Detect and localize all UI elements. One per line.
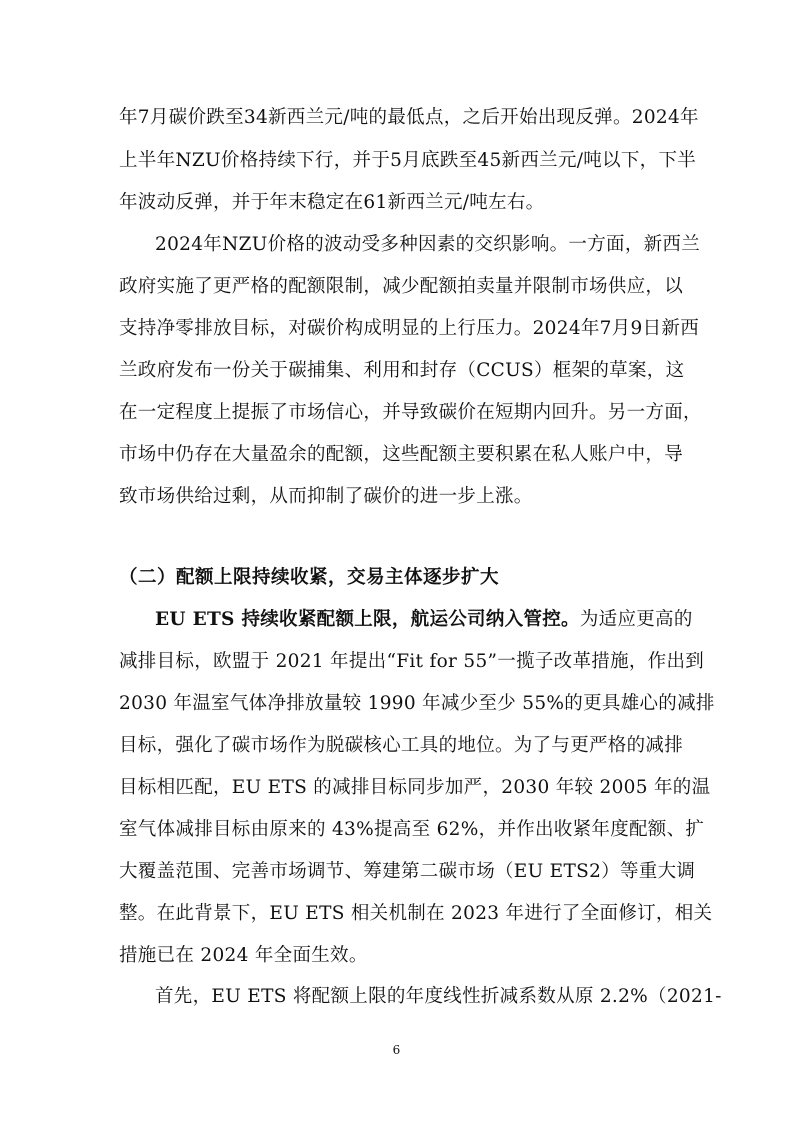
paragraph-line: 大覆盖范围、完善市场调节、筹建第二碳市场（EU ETS2）等重大调 (119, 861, 696, 882)
paragraph-line: 室气体减排目标由原来的 43%提高至 62%，并作出收紧年度配额、扩 (119, 819, 705, 840)
paragraph-line: 在一定程度上提振了市场信心，并导致碳价在短期内回升。另一方面， (119, 402, 702, 423)
section-heading: （二）配额上限持续收紧，交易主体逐步扩大 (119, 567, 500, 588)
paragraph-line: 首先，EU ETS 将配额上限的年度线性折减系数从原 2.2%（2021- (155, 986, 722, 1007)
paragraph-line: 整。在此背景下，EU ETS 相关机制在 2023 年进行了全面修订，相关 (119, 903, 713, 924)
paragraph-line: 致市场供给过剩，从而抑制了碳价的进一步上涨。 (119, 486, 533, 507)
paragraph-line: 减排目标，欧盟于 2021 年提出“Fit for 55”一揽子改革措施，作出到 (119, 651, 705, 672)
paragraph-line: 支持净零排放目标，对碳价构成明显的上行压力。2024年7月9日新西 (119, 318, 700, 339)
paragraph-line: 措施已在 2024 年全面生效。 (119, 945, 368, 966)
paragraph-text: 为适应更高的 (579, 609, 693, 630)
paragraph-line: 政府实施了更严格的配额限制，减少配额拍卖量并限制市场供应，以 (119, 276, 684, 297)
paragraph-line: 目标，强化了碳市场作为脱碳核心工具的地位。为了与更严格的减排 (119, 735, 684, 756)
paragraph-line: 目标相匹配，EU ETS 的减排目标同步加严，2030 年较 2005 年的温 (119, 777, 711, 798)
paragraph-line (155, 608, 693, 632)
paragraph-line: 2030 年温室气体净排放量较 1990 年减少至少 55%的更具雄心的减排 (119, 693, 715, 714)
paragraph-line: 兰政府发布一份关于碳捕集、利用和封存（CCUS）框架的草案，这 (119, 360, 685, 381)
paragraph-line: 上半年NZU价格持续下行，并于5月底跌至45新西兰元/吨以下，下半 (119, 150, 697, 171)
paragraph-line: 2024年NZU价格的波动受多种因素的交织影响。一方面，新西兰 (155, 234, 701, 255)
paragraph-line: 年波动反弹，并于年末稳定在61新西兰元/吨左右。 (119, 192, 545, 213)
page-number: 6 (392, 1043, 401, 1057)
paragraph-line: 年7月碳价跌至34新西兰元/吨的最低点，之后开始出现反弹。2024年 (119, 107, 699, 128)
bold-lead-text: EU ETS 持续收紧配额上限，航运公司纳入管控。 (155, 609, 580, 630)
paragraph-line: 市场中仍存在大量盈余的配额，这些配额主要积累在私人账户中，导 (119, 444, 684, 465)
